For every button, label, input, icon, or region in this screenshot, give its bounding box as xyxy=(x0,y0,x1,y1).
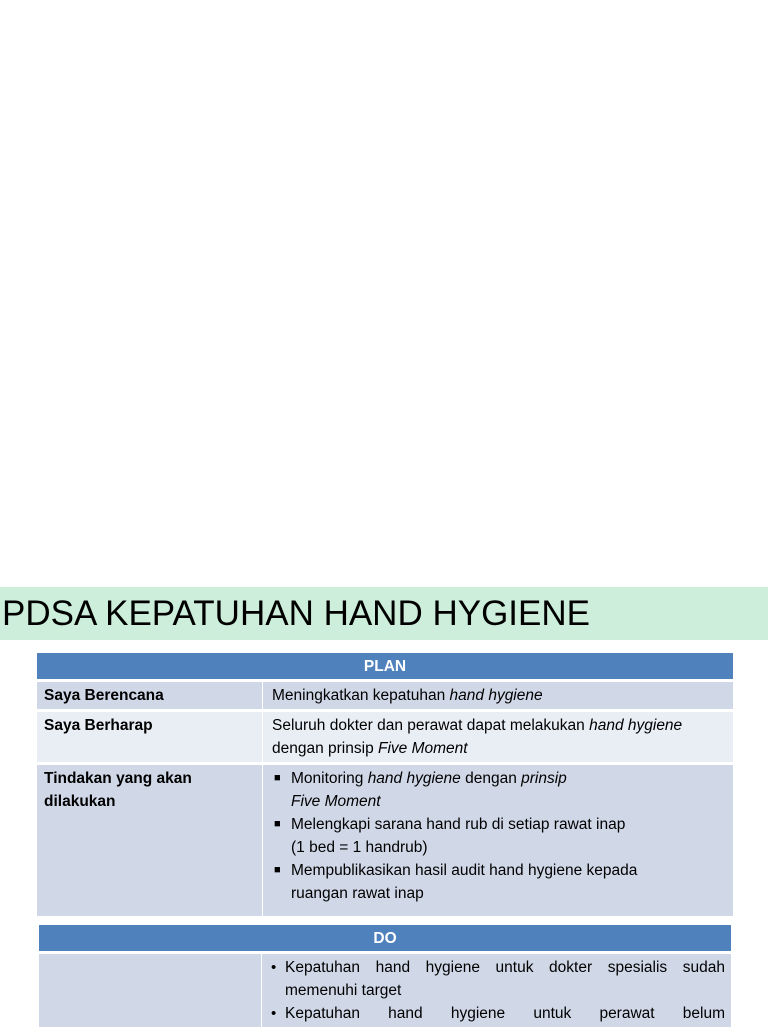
row-label: Tindakan yang akan dilakukan xyxy=(37,765,262,916)
row-value xyxy=(262,954,731,1027)
plan-header-row xyxy=(37,653,733,679)
do-table xyxy=(39,922,731,1030)
do-header: DO xyxy=(39,925,731,951)
list-item: ■ Monitoring hand hygiene dengan prinsip Five Moment xyxy=(274,767,643,813)
table-row xyxy=(37,712,733,762)
plan-table xyxy=(37,650,733,919)
list-item: • Kepatuhan hand hygiene untuk perawat belum xyxy=(271,1002,725,1025)
row-value: Meningkatkan kepatuhan hand hygiene xyxy=(263,682,733,709)
square-bullet-icon: ■ xyxy=(274,772,281,784)
row-label: Saya Berharap xyxy=(37,712,262,762)
page-title: PDSA KEPATUHAN HAND HYGIENE xyxy=(2,594,590,633)
table-row xyxy=(37,682,733,709)
table-row xyxy=(39,954,731,1027)
list-item: ■ Melengkapi sarana hand rub di setiap rawat inap (1 bed = 1 handrub) xyxy=(274,813,643,859)
square-bullet-icon: ■ xyxy=(274,818,281,830)
list-item: ■ Mempublikasikan hasil audit hand hygiene kepada ruangan rawat inap xyxy=(274,859,643,905)
dot-bullet-icon: • xyxy=(271,1005,277,1022)
row-value: Seluruh dokter dan perawat dapat melakukan hand hygiene dengan prinsip Five Moment xyxy=(263,712,733,762)
list-item: • Kepatuhan hand hygiene untuk dokter spesialis sudah memenuhi target xyxy=(271,956,725,1002)
row-label: Saya Berencana xyxy=(37,682,262,709)
do-header-row xyxy=(39,925,731,951)
plan-header: PLAN xyxy=(37,653,733,679)
square-bullet-icon: ■ xyxy=(274,864,281,876)
dot-bullet-icon: • xyxy=(271,959,277,976)
table-row xyxy=(37,765,733,916)
row-label xyxy=(39,954,261,1027)
row-value xyxy=(263,765,733,916)
